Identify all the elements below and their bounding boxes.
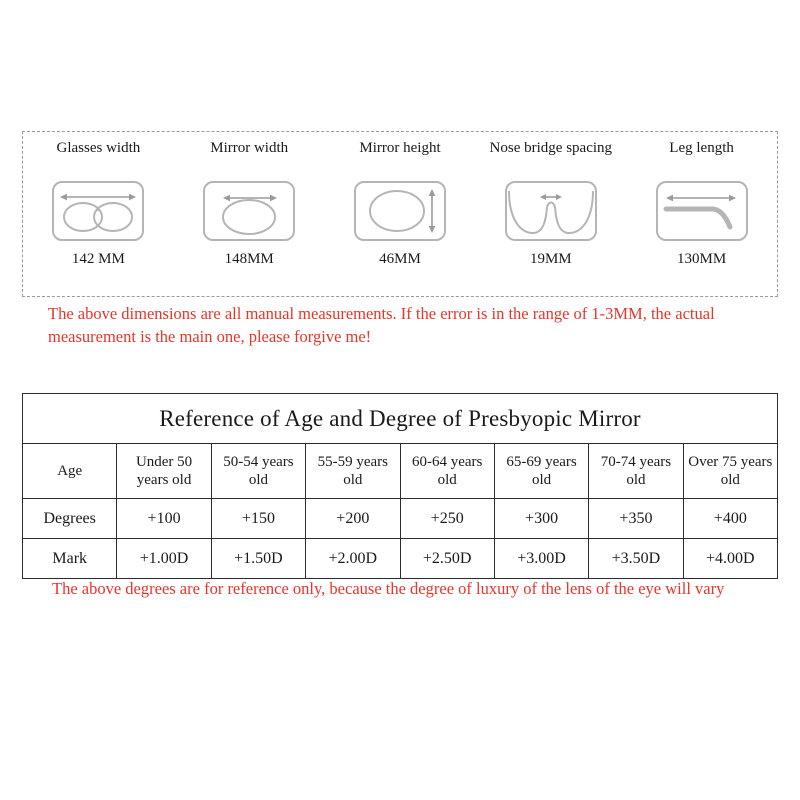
dimension-item-mirror-width <box>174 132 325 296</box>
dimension-value: 46MM <box>379 251 421 267</box>
dimension-item-mirror-height <box>325 132 476 296</box>
table-cell-mark: +2.00D <box>306 539 400 579</box>
dimension-value: 148MM <box>224 251 274 267</box>
table-cell-degree: +250 <box>400 499 494 539</box>
table-cell-age: Over 75 years old <box>683 444 777 499</box>
table-row-mark <box>23 539 778 579</box>
table-cell-degree: +200 <box>306 499 400 539</box>
row-header-age: Age <box>23 444 117 499</box>
table-cell-age: 70-74 years old <box>589 444 683 499</box>
reference-table <box>22 393 778 579</box>
dimension-label: Mirror height <box>359 140 441 156</box>
dimension-label: Leg length <box>669 140 734 156</box>
dimension-value: 19MM <box>529 251 572 267</box>
table-cell-age: 65-69 years old <box>494 444 588 499</box>
dimension-value: 142 MM <box>71 251 125 267</box>
table-cell-mark: +3.50D <box>589 539 683 579</box>
table-cell-degree: +100 <box>117 499 211 539</box>
dimension-value: 130MM <box>676 251 727 267</box>
table-cell-age: 50-54 years old <box>211 444 305 499</box>
dimensions-row <box>23 132 777 296</box>
table-cell-age: 60-64 years old <box>400 444 494 499</box>
leg-length-icon <box>654 177 750 245</box>
row-header-mark: Mark <box>23 539 117 579</box>
table-row-age <box>23 444 778 499</box>
table-cell-mark: +1.50D <box>211 539 305 579</box>
degree-note: The above degrees are for reference only, because the degree of luxury of the lens of the eye will vary <box>52 579 725 598</box>
mirror-height-icon <box>352 177 448 245</box>
dimension-label: Nose bridge spacing <box>489 140 613 156</box>
table-cell-mark: +2.50D <box>400 539 494 579</box>
glasses-width-icon <box>50 177 146 245</box>
nose-bridge-spacing-icon <box>503 177 599 245</box>
dimension-item-leg-length <box>626 132 777 296</box>
table-cell-mark: +4.00D <box>683 539 777 579</box>
dimension-item-nose-bridge-spacing <box>475 132 626 296</box>
dimension-label: Glasses width <box>56 140 141 156</box>
table-cell-age: Under 50 years old <box>117 444 211 499</box>
table-row-degrees <box>23 499 778 539</box>
table-cell-degree: +300 <box>494 499 588 539</box>
table-cell-degree: +150 <box>211 499 305 539</box>
table-cell-degree: +400 <box>683 499 777 539</box>
dimensions-panel <box>22 131 778 297</box>
table-title: Reference of Age and Degree of Presbyopic Mirror <box>23 394 778 444</box>
table-cell-mark: +1.00D <box>117 539 211 579</box>
dimension-item-glasses-width <box>23 132 174 296</box>
dimension-label: Mirror width <box>210 140 289 156</box>
mirror-width-icon <box>201 177 297 245</box>
measurement-note: The above dimensions are all manual measurements. If the error is in the range of 1-3MM, the actual measurement is the main one, please forgive me! <box>48 304 715 346</box>
table-title-row <box>23 394 778 444</box>
table-cell-age: 55-59 years old <box>306 444 400 499</box>
row-header-degrees: Degrees <box>23 499 117 539</box>
table-cell-mark: +3.00D <box>494 539 588 579</box>
reference-table-wrapper <box>22 393 778 579</box>
table-cell-degree: +350 <box>589 499 683 539</box>
